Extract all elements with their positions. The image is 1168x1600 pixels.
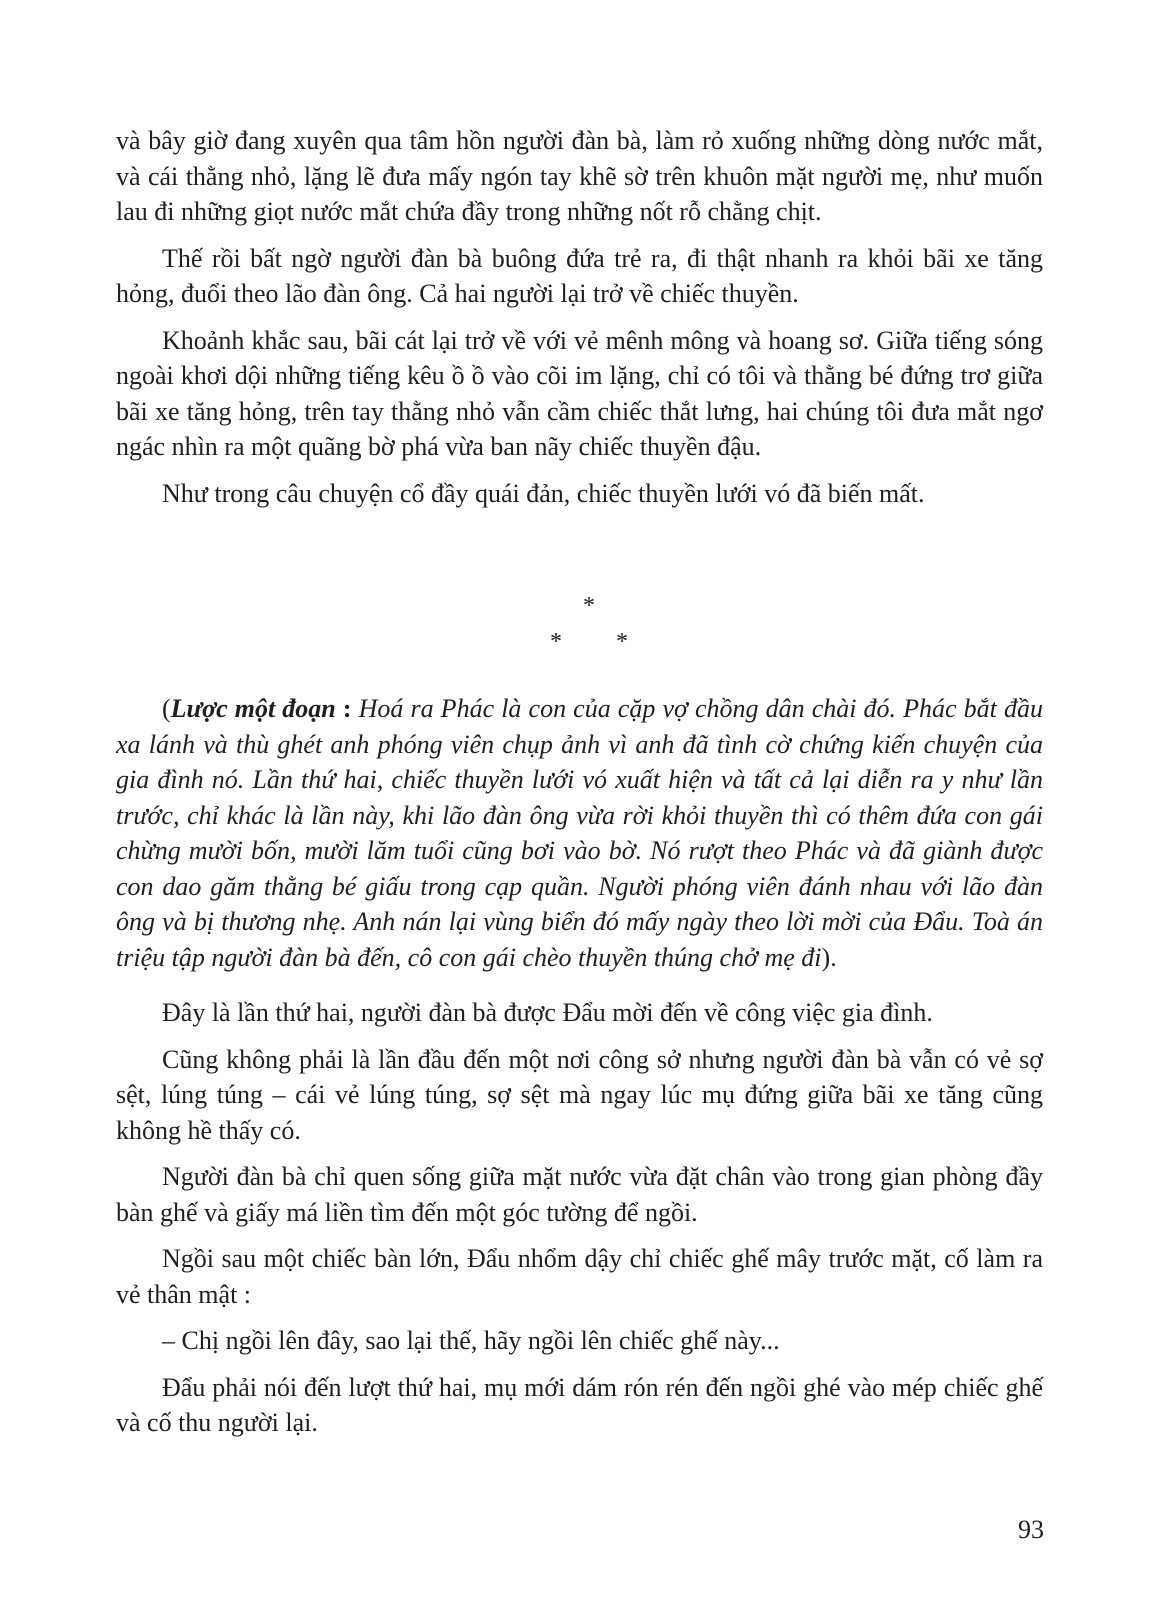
separator-star: * — [550, 629, 562, 655]
summary-colon: : — [335, 694, 359, 723]
page-number: 93 — [1018, 1515, 1044, 1544]
paragraph-dialogue: – Chị ngồi lên đây, sao lại thế, hãy ngồi lên chiếc ghế này... — [162, 1326, 780, 1355]
summary-text: Hoá ra Phác là con của cặp vợ chồng dân chài đó. Phác bắt đầu xa lánh và thù ghét anh phóng viên chụp ảnh vì anh đã tình cờ chứng kiến chuyện của gia đình nó. Lần thứ hai, chiếc thuyền lưới vó xuất hiện và tất cả lại diễn ra y như lần trước, chỉ khác là lần này, khi lão đàn ông vừa rời khỏi thuyền thì có thêm đứa con gái chừng mười bốn, mười lăm tuổi cũng bơi vào bờ. Nó rượt theo Phác và đã giành được con dao găm thằng bé giấu trong cạp quần. Người phóng viên đánh nhau với lão đàn ông và bị thương nhẹ. Anh nán lại vùng biển đó mấy ngày theo lời mời của Đẩu. Toà án triệu tập người đàn bà đến, cô con gái chèo thuyền thúng chở mẹ đi — [116, 694, 1043, 972]
paragraph-woman-leaves: Thế rồi bất ngờ người đàn bà buông đứa trẻ ra, đi thật nhanh ra khỏi bãi xe tăng hỏng, đuổi theo lão đàn ông. Cả hai người lại trở về chiếc thuyền. — [116, 243, 1043, 308]
summary-close-paren: ). — [821, 942, 837, 972]
paragraph-second-visit: Đây là lần thứ hai, người đàn bà được Đẩu mời đến về công việc gia đình. — [162, 998, 933, 1027]
paragraph-beach-empty: Khoảnh khắc sau, bãi cát lại trở về với vẻ mênh mông và hoang sơ. Giữa tiếng sóng ngoài khơi dội những tiếng kêu ồ ồ vào cõi im lặng, chỉ có tôi và thằng bé đứng trơ giữa bãi xe tăng hỏng, trên tay thằng nhỏ vẫn cầm chiếc thắt lưng, hai chúng tôi đưa mắt ngơ ngác nhìn ra một quãng bờ phá vừa ban nãy chiếc thuyền đậu. — [116, 325, 1043, 461]
separator-star: * — [583, 593, 595, 619]
paragraph-corner-seat: Người đàn bà chỉ quen sống giữa mặt nước vừa đặt chân vào trong gian phòng đầy bàn ghế và giấy má liền tìm đến một góc tường để ngồi. — [116, 1162, 1043, 1227]
summary-paragraph — [116, 691, 1043, 975]
paragraph-sits-down: Đẩu phải nói đến lượt thứ hai, mụ mới dám rón rén đến ngồi ghé vào mép chiếc ghế và cố thu người lại. — [116, 1372, 1043, 1437]
summary-label: Lược một đoạn — [170, 694, 336, 723]
section-separator-top — [0, 594, 1168, 618]
separator-star: * — [616, 629, 628, 655]
paragraph-nervous: Cũng không phải là lần đầu đến một nơi công sở nhưng người đàn bà vẫn có vẻ sợ sệt, lúng túng – cái vẻ lúng túng, sợ sệt mà ngay lúc mụ đứng giữa bãi xe tăng cũng không hề thấy có. — [116, 1044, 1043, 1145]
paragraph-boat-vanished: Như trong câu chuyện cổ đầy quái đản, chiếc thuyền lưới vó đã biến mất. — [162, 478, 925, 508]
omitted-passage-summary — [116, 691, 1043, 975]
summary-open-paren: ( — [162, 694, 171, 723]
section-after-break — [116, 995, 1043, 1441]
paragraph-dau-invites: Ngồi sau một chiếc bàn lớn, Đẩu nhổm dậy chỉ chiếc ghế mây trước mặt, cố làm ra vẻ thân mật : — [116, 1244, 1043, 1309]
section-before-break — [116, 123, 1043, 511]
section-separator-bottom — [0, 630, 1168, 654]
paragraph-continuation: và bây giờ đang xuyên qua tâm hồn người đàn bà, làm rỏ xuống những dòng nước mắt, và cái thằng nhỏ, lặng lẽ đưa mấy ngón tay khẽ sờ trên khuôn mặt người mẹ, như muốn lau đi những giọt nước mắt chứa đầy trong những nốt rỗ chằng chịt. — [116, 126, 1043, 226]
